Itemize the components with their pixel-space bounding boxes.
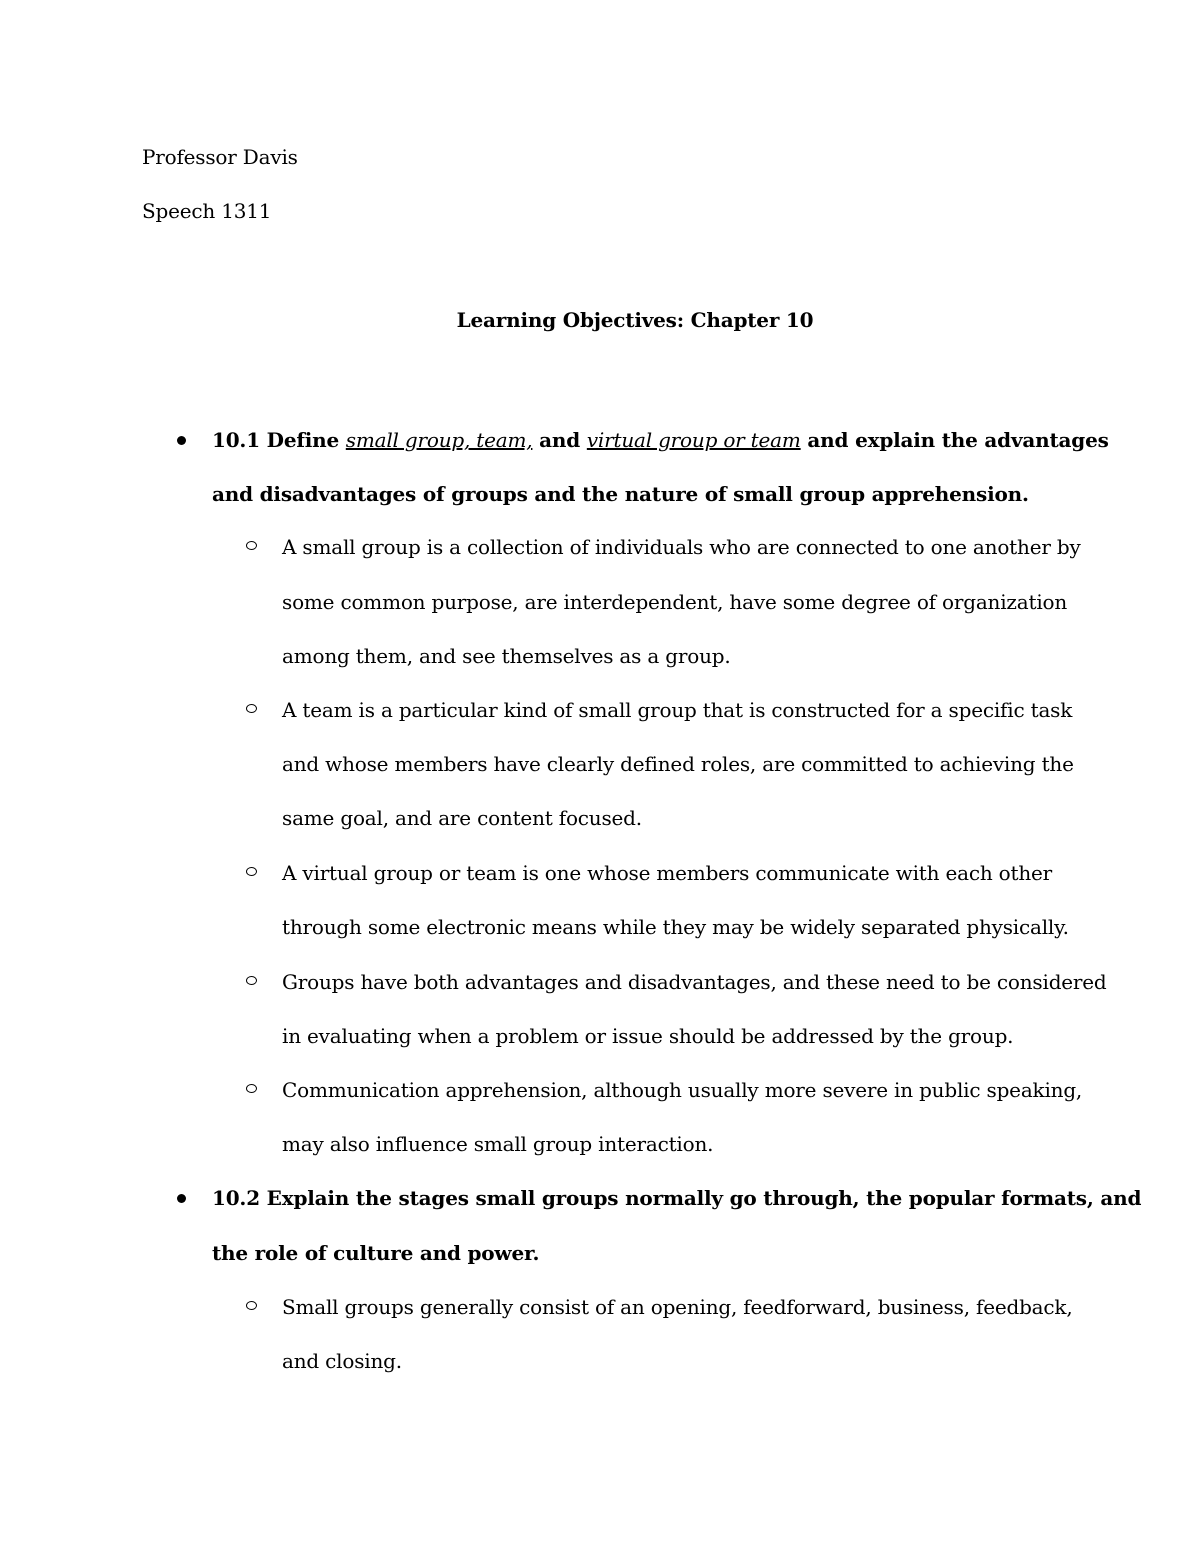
term-small-group-team: small group, team,: [345, 428, 533, 452]
sub-bullet-icon: [246, 541, 257, 550]
point-line: and closing.: [282, 1349, 402, 1373]
professor-name: Professor Davis: [142, 145, 298, 169]
objective-heading-line: 10.2 Explain the stages small groups normally go through, the popular formats, and: [212, 1186, 1142, 1210]
sub-bullet-icon: [246, 867, 257, 876]
objective-heading-line: [212, 426, 1109, 454]
objective-text: 10.1 Define: [212, 428, 346, 452]
sub-bullet-icon: [246, 976, 257, 985]
point-line: through some electronic means while they may be widely separated physically.: [282, 915, 1069, 939]
sub-bullet-icon: [246, 1084, 257, 1093]
objective-heading-line: and disadvantages of groups and the nature of small group apprehension.: [212, 482, 1029, 506]
point-line: among them, and see themselves as a group.: [282, 644, 731, 668]
point-line: Communication apprehension, although usually more severe in public speaking,: [282, 1078, 1083, 1102]
point-line: may also influence small group interaction.: [282, 1132, 714, 1156]
objective-text: and: [532, 428, 587, 452]
point-line: A team is a particular kind of small group that is constructed for a specific task: [282, 698, 1073, 722]
sub-bullet-icon: [246, 704, 257, 713]
objective-text: and explain the advantages: [800, 428, 1109, 452]
point-line: A virtual group or team is one whose members communicate with each other: [282, 861, 1053, 885]
objective-heading-line: the role of culture and power.: [212, 1241, 540, 1265]
term-virtual-group: virtual group or team: [586, 428, 801, 452]
course-name: Speech 1311: [142, 199, 272, 223]
bullet-icon: [177, 1194, 186, 1203]
point-line: same goal, and are content focused.: [282, 806, 642, 830]
document-title: Learning Objectives: Chapter 10: [456, 308, 814, 332]
bullet-icon: [177, 436, 186, 445]
point-line: and whose members have clearly defined roles, are committed to achieving the: [282, 752, 1074, 776]
point-line: some common purpose, are interdependent, have some degree of organization: [282, 590, 1068, 614]
point-line: in evaluating when a problem or issue should be addressed by the group.: [282, 1024, 1014, 1048]
point-line: A small group is a collection of individuals who are connected to one another by: [282, 535, 1081, 559]
point-line: Groups have both advantages and disadvantages, and these need to be considered: [282, 970, 1107, 994]
sub-bullet-icon: [246, 1301, 257, 1310]
point-line: Small groups generally consist of an opening, feedforward, business, feedback,: [282, 1295, 1073, 1319]
